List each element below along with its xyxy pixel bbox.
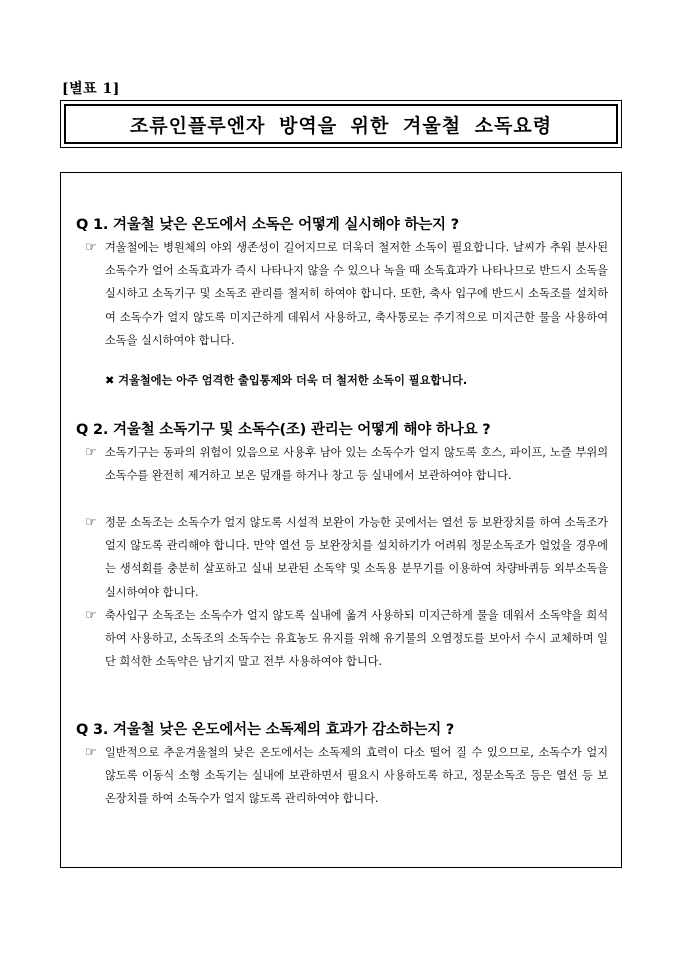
content-box (60, 172, 622, 868)
answer-2-item-1 (85, 441, 608, 487)
pointing-hand-icon: ☞ (85, 515, 97, 530)
answer-1-item-1 (85, 236, 608, 352)
annex-label: [별표 1] (62, 81, 120, 97)
note-text: 겨울철에는 아주 엄격한 출입통제와 더욱 더 철저한 소독이 필요합니다. (118, 374, 468, 387)
answer-text: 정문 소독조는 소독수가 얼지 않도록 시설적 보완이 가능한 곳에서는 열선 등 보완장치를 하여 소독조가 얼지 않도록 관리해야 합니다. 만약 열선 등 보완장치를 설치하기가 어려워 정문소독조가 얼었을 경우에는 생석회를 충분히 살포하고 실내 보관된 소독약 및 소독용 분무기를 이용하여 차량바퀴등 외부소독을 실시하여야 합니다. (105, 516, 608, 599)
pointing-hand-icon: ☞ (85, 240, 97, 255)
question-2: Q 2. 겨울철 소독기구 및 소독수(조) 관리는 어떻게 해야 하나요 ? (76, 422, 491, 438)
answer-text: 축사입구 소독조는 소독수가 얼지 않도록 실내에 옮겨 사용하되 미지근하게 물을 데워서 소독약을 희석하여 사용하고, 소독조의 소독수는 유효농도 유지를 위해 유기물의 오염정도를 보아서 수시 교체하며 일단 희석한 소독약은 남기지 말고 전부 사용하여야 합니다. (105, 609, 608, 669)
question-3: Q 3. 겨울철 낮은 온도에서는 소독제의 효과가 감소하는지 ? (76, 722, 455, 738)
question-1: Q 1. 겨울철 낮은 온도에서 소독은 어떻게 실시해야 하는지 ? (76, 217, 459, 233)
note-1 (105, 372, 467, 388)
pointing-hand-icon: ☞ (85, 608, 97, 623)
answer-2-item-3 (85, 604, 608, 674)
answer-text: 일반적으로 추운겨울철의 낮은 온도에서는 소독제의 효력이 다소 떨어 질 수 있으므로, 소독수가 얼지 않도록 이동식 소형 소독기는 실내에 보관하면서 필요시 사용하도록 하고, 정문소독조 등은 열선 등 보온장치를 하여 소독수가 얼지 않도록 관리하여야 합니다. (105, 746, 608, 806)
document-title: 조류인플루엔자 방역을 위한 겨울철 소독요령 (64, 104, 618, 144)
cross-mark-icon: ✖ (105, 374, 115, 387)
pointing-hand-icon: ☞ (85, 745, 97, 760)
answer-text: 겨울철에는 병원체의 야외 생존성이 길어지므로 더욱더 철저한 소독이 필요합니다. 날씨가 추워 분사된 소독수가 얼어 소독효과가 즉시 나타나지 않을 수 있으나 녹을 때 소독효과가 나타나므로 반드시 소독을 실시하고 소독기구 및 소독조 관리를 철저히 하여야 합니다. 또한, 축사 입구에 반드시 소독조를 설치하여 소독수가 얼지 않도록 미지근하게 데워서 사용하고, 축사통로는 주기적으로 미지근한 물을 사용하여 소독을 실시하여야 합니다. (105, 241, 608, 347)
answer-text: 소독기구는 동파의 위험이 있음으로 사용후 남아 있는 소독수가 얼지 않도록 호스, 파이프, 노즐 부위의 소독수를 완전히 제거하고 보온 덮개를 하거나 창고 등 실내에서 보관하여야 합니다. (105, 446, 608, 483)
answer-2-item-2 (85, 511, 608, 604)
pointing-hand-icon: ☞ (85, 445, 97, 460)
answer-3-item-1 (85, 741, 608, 811)
title-box (60, 100, 622, 148)
